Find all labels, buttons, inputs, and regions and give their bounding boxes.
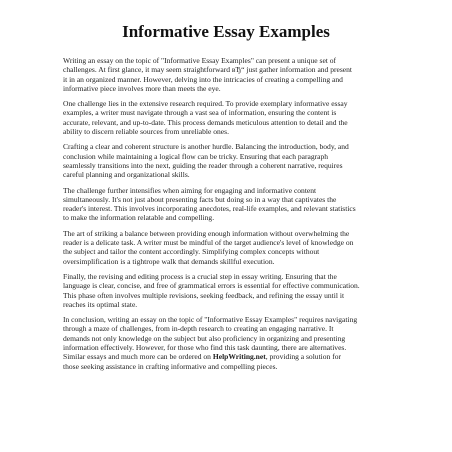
text-segment: Similar essays and much more can be ordered on: [63, 352, 213, 362]
paragraph-4: [63, 186, 415, 223]
text-line-with-site: [63, 352, 415, 361]
text-line: seamlessly transitions into the next, guiding the reader through a coherent narrative, requires: [63, 160, 343, 170]
text-line: it in an organized manner. However, delving into the intricacies of creating a compelling and: [63, 74, 343, 84]
text-line: reader is a delicate task. A writer must be mindful of the target audience's level of knowledge on: [63, 238, 354, 248]
paragraph-2: [63, 99, 415, 136]
text-line: challenges. At first glance, it may seem straightforward вЂ“ just gather information and present: [63, 65, 353, 75]
paragraph-5: [63, 229, 415, 266]
text-line: informative piece involves more than meets the eye.: [63, 83, 221, 93]
text-line: demands not only knowledge on the subject but also proficiency in organizing and presenting: [63, 333, 346, 343]
text-line: In conclusion, writing an essay on the topic of "Informative Essay Examples" requires navigating: [63, 315, 358, 325]
text-line: careful planning and organizational skills.: [63, 170, 190, 180]
page-title: Informative Essay Examples: [122, 22, 330, 41]
text-line: One challenge lies in the extensive research required. To provide exemplary informative essay: [63, 99, 348, 109]
text-line: Writing an essay on the topic of "Informative Essay Examples" can present a unique set of: [63, 56, 337, 65]
text-line: conclusion while maintaining a logical flow can be tricky. Ensuring that each paragraph: [63, 151, 329, 161]
text-line: information effectively. However, for those who find this task daunting, there are alternatives.: [63, 343, 347, 353]
text-line: examples, a writer must navigate through a vast sea of information, ensuring the content is: [63, 108, 337, 118]
text-line: reaches its optimal state.: [63, 299, 138, 309]
text-line: language is clear, concise, and free of grammatical errors is essential for effective communication.: [63, 281, 360, 291]
text-line: The challenge further intensifies when aiming for engaging and informative content: [63, 185, 317, 195]
paragraph-6: [63, 272, 415, 309]
text-line: the subject and tailor the content accordingly. Simplifying complex concepts without: [63, 247, 320, 257]
text-line: accurate, relevant, and up-to-date. This process demands meticulous attention to detail and the: [63, 117, 348, 127]
text-line: reader's interest. This involves incorporating anecdotes, real-life examples, and relevant statistics: [63, 204, 356, 214]
text-line: to make the information relatable and compelling.: [63, 213, 215, 223]
text-line: Crafting a clear and coherent structure is another hurdle. Balancing the introduction, body, and: [63, 142, 349, 152]
text-line: through a maze of challenges, from in-depth research to creating an engaging narrative. It: [63, 324, 334, 334]
text-line: oversimplification is a tightrope walk that demands skillful execution.: [63, 256, 275, 266]
paragraph-1: [63, 56, 415, 93]
text-line: This phase often involves multiple revisions, seeking feedback, and refining the essay until it: [63, 290, 345, 300]
text-line: Finally, the revising and editing process is a crucial step in essay writing. Ensuring that the: [63, 271, 337, 281]
site-name: HelpWriting.net: [212, 352, 266, 362]
conclusion-paragraph: [63, 315, 415, 371]
text-line: simultaneously. It's not just about presenting facts but doing so in a way that captivates the: [63, 194, 337, 204]
paragraph-3: [63, 142, 415, 179]
text-line: those seeking assistance in crafting informative and compelling pieces.: [63, 361, 278, 371]
text-line: ability to discern reliable sources from unreliable ones.: [63, 127, 229, 137]
text-segment: , providing a solution for: [265, 352, 342, 362]
essay-body: [63, 56, 415, 377]
text-line: The art of striking a balance between providing enough information without overwhelming the: [63, 228, 350, 238]
